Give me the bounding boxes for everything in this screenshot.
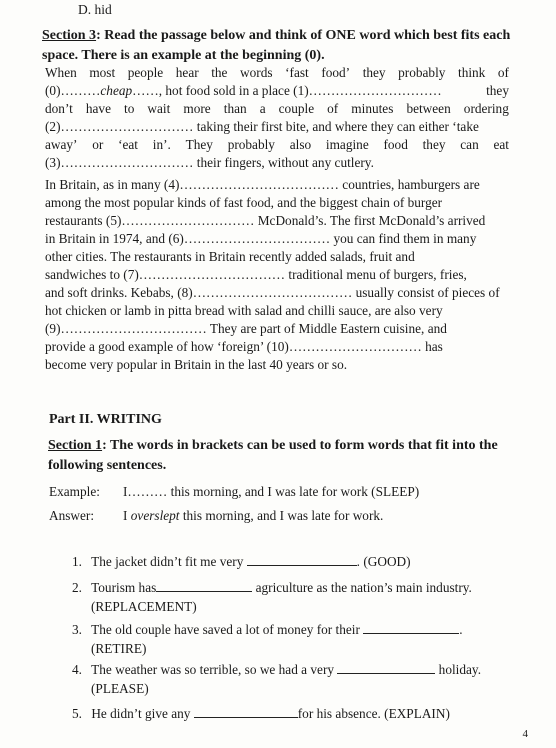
item-number: 3. xyxy=(72,622,82,637)
item-number: 2. xyxy=(72,580,82,595)
passage-line: and soft drinks. Kebabs, (8)……………………………… usually consist of pieces of xyxy=(45,285,500,300)
answer-blank[interactable] xyxy=(363,621,459,634)
section3-label: Section 3 xyxy=(42,28,97,43)
answer-post: this morning, and I was late for work. xyxy=(179,508,384,523)
passage-paragraph-1 xyxy=(45,64,509,172)
passage-line: hot chicken or lamb in pitta bread with salad and chilli sauce, are also very xyxy=(45,303,443,318)
passage-line: (0)………cheap……, hot food sold in a place (1)………………………… they xyxy=(45,83,509,98)
answer-pre: I xyxy=(123,508,131,523)
section3-heading xyxy=(42,26,512,66)
page-number: 4 xyxy=(522,728,528,740)
item-text-end: for his absence. (EXPLAIN) xyxy=(297,706,450,721)
exercise-item-1 xyxy=(72,552,514,571)
passage-line: (3)………………………… their fingers, without any cutlery. xyxy=(45,155,374,170)
exercise-item-2 xyxy=(72,578,514,616)
item-root-word: (REPLACEMENT) xyxy=(91,599,197,614)
passage-line: away’ or ‘eat in’. They probably also imagine food they can eat xyxy=(45,137,509,152)
passage-line: (9)…………………………… They are part of Middle Eastern cuisine, and xyxy=(45,321,447,336)
item-root-word: (RETIRE) xyxy=(91,641,147,656)
passage-line: (2)………………………… taking their first bite, and where they can either ‘take xyxy=(45,119,479,134)
answer-blank[interactable] xyxy=(156,579,252,592)
item-number: 1. xyxy=(72,554,82,569)
answer-blank[interactable] xyxy=(247,553,357,566)
item-text: The old couple have saved a lot of money for their xyxy=(91,622,364,637)
section3-instructions: : Read the passage below and think of ONE word which best fits each space. There is an example at the beginning (0). xyxy=(42,28,511,63)
exercise-item-4 xyxy=(72,660,514,698)
example-text: I……… this morning, and I was late for work (SLEEP) xyxy=(123,484,420,499)
part-two-heading: Part II. WRITING xyxy=(49,412,162,427)
example-row xyxy=(49,484,419,500)
section1-heading xyxy=(48,436,518,476)
answer-word: overslept xyxy=(130,508,180,523)
answer-blank[interactable] xyxy=(194,705,298,718)
item-root-word: (PLEASE) xyxy=(91,681,149,696)
answer-blank[interactable] xyxy=(337,661,435,674)
item-number: 5. xyxy=(72,706,82,721)
passage-line: When most people hear the words ‘fast food’ they probably think of xyxy=(45,65,509,80)
example-label: Example: xyxy=(49,484,100,499)
item-text: The jacket didn’t fit me very xyxy=(91,554,247,569)
item-text-end: holiday. xyxy=(435,662,482,677)
item-text-end: . xyxy=(459,622,463,637)
section1-label: Section 1 xyxy=(48,438,103,453)
item-text-end: . (GOOD) xyxy=(356,554,411,569)
section1-instructions: : The words in brackets can be used to form words that fit into the following sentences. xyxy=(48,438,498,473)
item-text: He didn’t give any xyxy=(91,706,194,721)
passage-line: among the most popular kinds of fast food, and the biggest chain of burger xyxy=(45,195,443,210)
passage-line: become very popular in Britain in the last 40 years or so. xyxy=(45,357,348,372)
item-number: 4. xyxy=(72,662,82,677)
passage-line: in Britain in 1974, and (6)…………………………… you can find them in many xyxy=(45,231,477,246)
answer-option-d: D. hid xyxy=(78,2,112,17)
answer-label: Answer: xyxy=(49,508,95,523)
passage-line: provide a good example of how ‘foreign’ (10)………………………… has xyxy=(45,339,443,354)
item-text: The weather was so terrible, so we had a very xyxy=(91,662,338,677)
passage-line: restaurants (5)………………………… McDonald’s. The first McDonald’s arrived xyxy=(45,213,486,228)
item-text: Tourism has xyxy=(91,580,157,595)
answer-row xyxy=(49,508,383,524)
exercise-item-3 xyxy=(72,620,514,658)
passage-line: sandwiches to (7)…………………………… traditional menu of burgers, fries, xyxy=(45,267,467,282)
passage-line: don’t have to wait more than a couple of minutes between ordering xyxy=(45,101,509,116)
item-text-end: agriculture as the nation’s main industry. xyxy=(252,580,472,595)
passage-line: other cities. The restaurants in Britain recently added salads, fruit and xyxy=(45,249,415,264)
exercise-item-5 xyxy=(72,704,514,723)
passage-line: In Britain, as in many (4)……………………………… countries, hamburgers are xyxy=(45,177,480,192)
passage-paragraph-2 xyxy=(45,176,509,374)
